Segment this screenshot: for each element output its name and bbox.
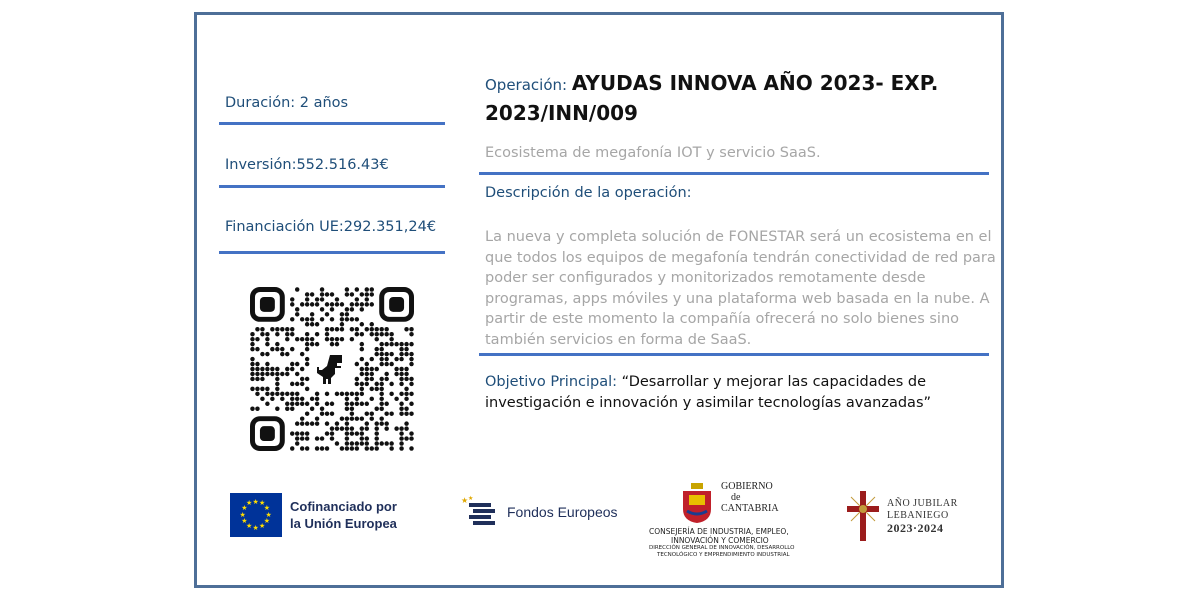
gob-line2: de [731,492,741,503]
operation-block [485,69,985,129]
star-icon: ★ [263,504,271,512]
description-line: que todos los equipos de megafonía tendrán conectividad de red para [485,249,996,266]
investment-label: Inversión:552.516.43€ [225,157,389,173]
fondos-text: Fondos Europeos [507,504,618,520]
svg-text:★: ★ [461,496,469,505]
operation-title-line2: 2023/INN/009 [485,101,638,125]
qr-code[interactable] [250,287,414,451]
gobierno-cantabria-logo [649,481,859,559]
operation-subtitle: Ecosistema de megafonía IOT y servicio SaaS. [485,145,821,161]
fondos-europeos-icon [459,495,505,529]
cross-of-lebaniego-icon [843,489,883,543]
description-line: poder ser configurados y monitorizados remotamente desde [485,270,926,286]
fondos-europeos-logo [459,495,618,529]
ano-jubilar-logo [843,489,958,543]
svg-text:★: ★ [468,495,474,502]
description-line: La nueva y completa solución de FONESTAR será un ecosistema en el [485,229,992,245]
objective-line1: “Desarrollar y mejorar las capacidades de [621,374,927,390]
operation-label: Operación: [485,76,572,94]
star-icon: ★ [246,499,253,508]
star-icon: ★ [241,504,248,512]
gob-line3: CANTABRIA [721,503,779,514]
divider [219,251,445,254]
star-icon: ★ [259,499,266,508]
qr-code-image [250,287,414,451]
star-icon: ★ [252,523,259,532]
gob-sub2: INNOVACIÓN Y COMERCIO [671,536,769,545]
eu-flag-icon [230,493,282,537]
jubilar-line3: 2023·2024 [887,521,944,535]
objective-label: Objetivo Principal: [485,374,622,390]
gob-line1: GOBIERNO [721,481,773,492]
description-line: también servicios en forma de SaaS. [485,331,752,348]
star-icon: ★ [259,521,266,530]
description-body [485,227,996,350]
eu-line2: la Unión Europea [290,516,397,531]
divider [479,172,989,175]
star-icon: ★ [239,510,246,519]
funding-label: Financiación UE:292.351,24€ [225,219,437,235]
divider [219,122,445,125]
jubilar-line2: LEBANIEGO [887,510,949,521]
description-heading: Descripción de la operación: [485,185,692,201]
gob-sub3: DIRECCIÓN GENERAL DE INNOVACIÓN, DESARROLLO [649,545,795,551]
objective-line2: investigación e innovación y asimilar tecnologías avanzadas” [485,394,932,411]
star-icon: ★ [246,521,253,530]
divider [219,185,445,188]
operation-title-line1: AYUDAS INNOVA AÑO 2023- EXP. [571,71,939,95]
eu-logo [230,493,397,537]
star-icon: ★ [252,497,259,506]
cantabria-shield-icon [677,481,717,525]
objective-block [485,372,931,413]
star-icon: ★ [265,510,272,519]
divider [479,353,989,356]
gob-sub4: TECNOLÓGICO Y EMPRENDIMIENTO INDUSTRIAL [657,552,790,558]
duration-label: Duración: 2 años [225,95,349,111]
jubilar-line1: AÑO JUBILAR [887,498,958,509]
eu-line1: Cofinanciado por [290,499,397,514]
star-icon: ★ [263,517,271,525]
description-line: partir de este momento la compañía ofrecerá no solo bienes sino [485,311,960,327]
description-line: programas, apps móviles y una plataforma web basada en la nube. A [485,290,990,307]
gob-sub1: CONSEJERÍA DE INDUSTRIA, EMPLEO, [649,527,789,536]
document-frame [194,12,1004,588]
star-icon: ★ [241,517,248,525]
